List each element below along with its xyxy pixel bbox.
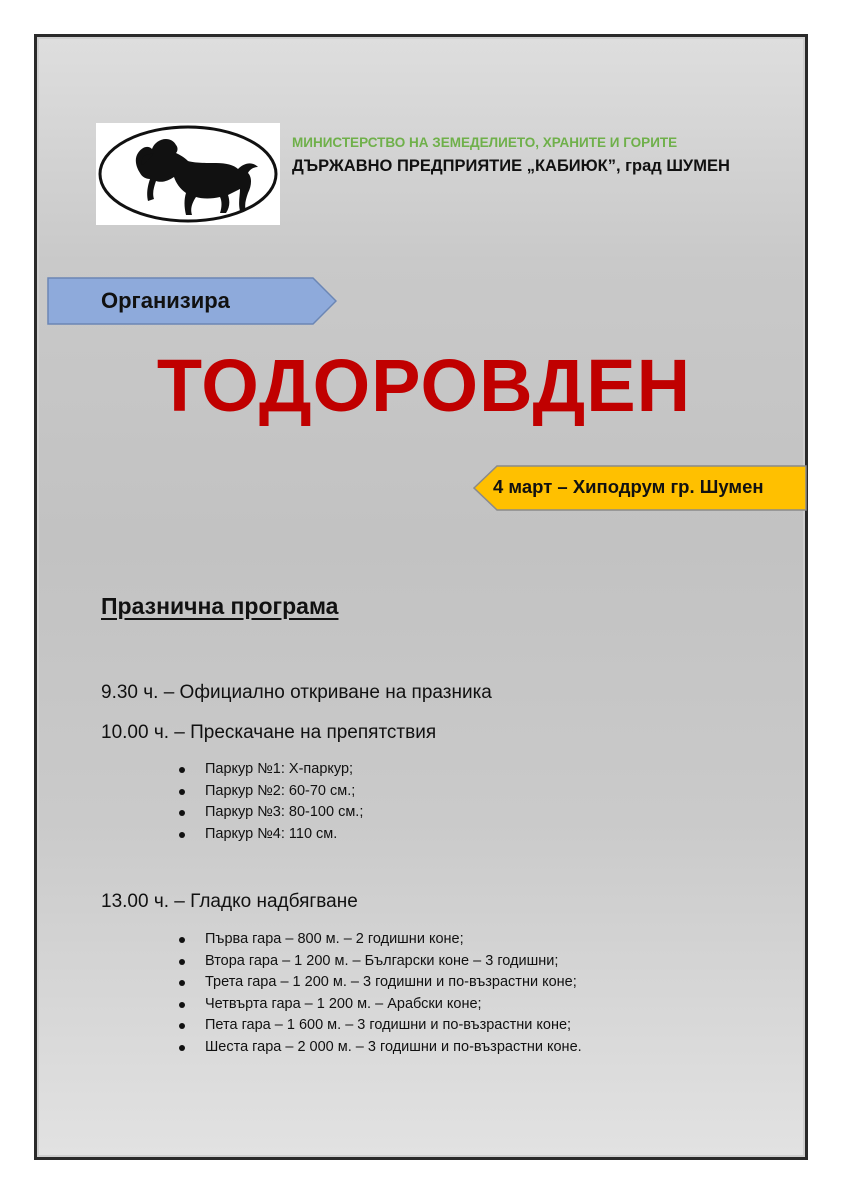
- bullet-icon: [179, 959, 185, 965]
- bullet-icon: [179, 1002, 185, 1008]
- poster-page: [34, 34, 808, 1160]
- bullet-icon: [179, 767, 185, 773]
- list-item: Втора гара – 1 200 м. – Български коне – 3 годишни;: [177, 951, 582, 973]
- bullet-icon: [179, 1045, 185, 1051]
- flat-racing-list: [177, 929, 582, 1058]
- company-logo: [96, 123, 280, 225]
- flat-racing-event: 13.00 ч. – Гладко надбягване: [101, 891, 358, 912]
- list-item: Пета гара – 1 600 м. – 3 годишни и по-възрастни коне;: [177, 1015, 582, 1037]
- show-jumping-list: [177, 759, 363, 845]
- show-jumping-event: 10.00 ч. – Прескачане на препятствия: [101, 722, 437, 743]
- event-title: ТОДОРОВДЕН: [156, 344, 692, 427]
- opening-event: 9.30 ч. – Официално откриване на празника: [101, 682, 492, 703]
- list-item: Шеста гара – 2 000 м. – 3 годишни и по-възрастни коне.: [177, 1037, 582, 1059]
- list-item: Трета гара – 1 200 м. – 3 годишни и по-възрастни коне;: [177, 972, 582, 994]
- list-item: Първа гара – 800 м. – 2 годишни коне;: [177, 929, 582, 951]
- bullet-icon: [179, 810, 185, 816]
- list-item: Паркур №4: 110 см.: [177, 824, 363, 846]
- bullet-icon: [179, 1023, 185, 1029]
- ministry-name: МИНИСТЕРСТВО НА ЗЕМЕДЕЛИЕТО, ХРАНИТЕ И ГОРИТЕ: [292, 135, 678, 150]
- horse-logo-icon: [96, 123, 280, 225]
- list-item: Паркур №3: 80-100 см.;: [177, 802, 363, 824]
- list-item: Паркур №2: 60-70 см.;: [177, 781, 363, 803]
- organize-label: Организира: [101, 288, 230, 313]
- bullet-icon: [179, 980, 185, 986]
- company-name: ДЪРЖАВНО ПРЕДПРИЯТИЕ „КАБИЮК”, град ШУМЕН: [292, 157, 730, 175]
- bullet-icon: [179, 832, 185, 838]
- list-item: Четвърта гара – 1 200 м. – Арабски коне;: [177, 994, 582, 1016]
- list-item: Паркур №1: Х-паркур;: [177, 759, 363, 781]
- program-heading: Празнична програма: [101, 593, 339, 619]
- bullet-icon: [179, 937, 185, 943]
- date-location-label: 4 март – Хиподрум гр. Шумен: [493, 476, 764, 497]
- bullet-icon: [179, 789, 185, 795]
